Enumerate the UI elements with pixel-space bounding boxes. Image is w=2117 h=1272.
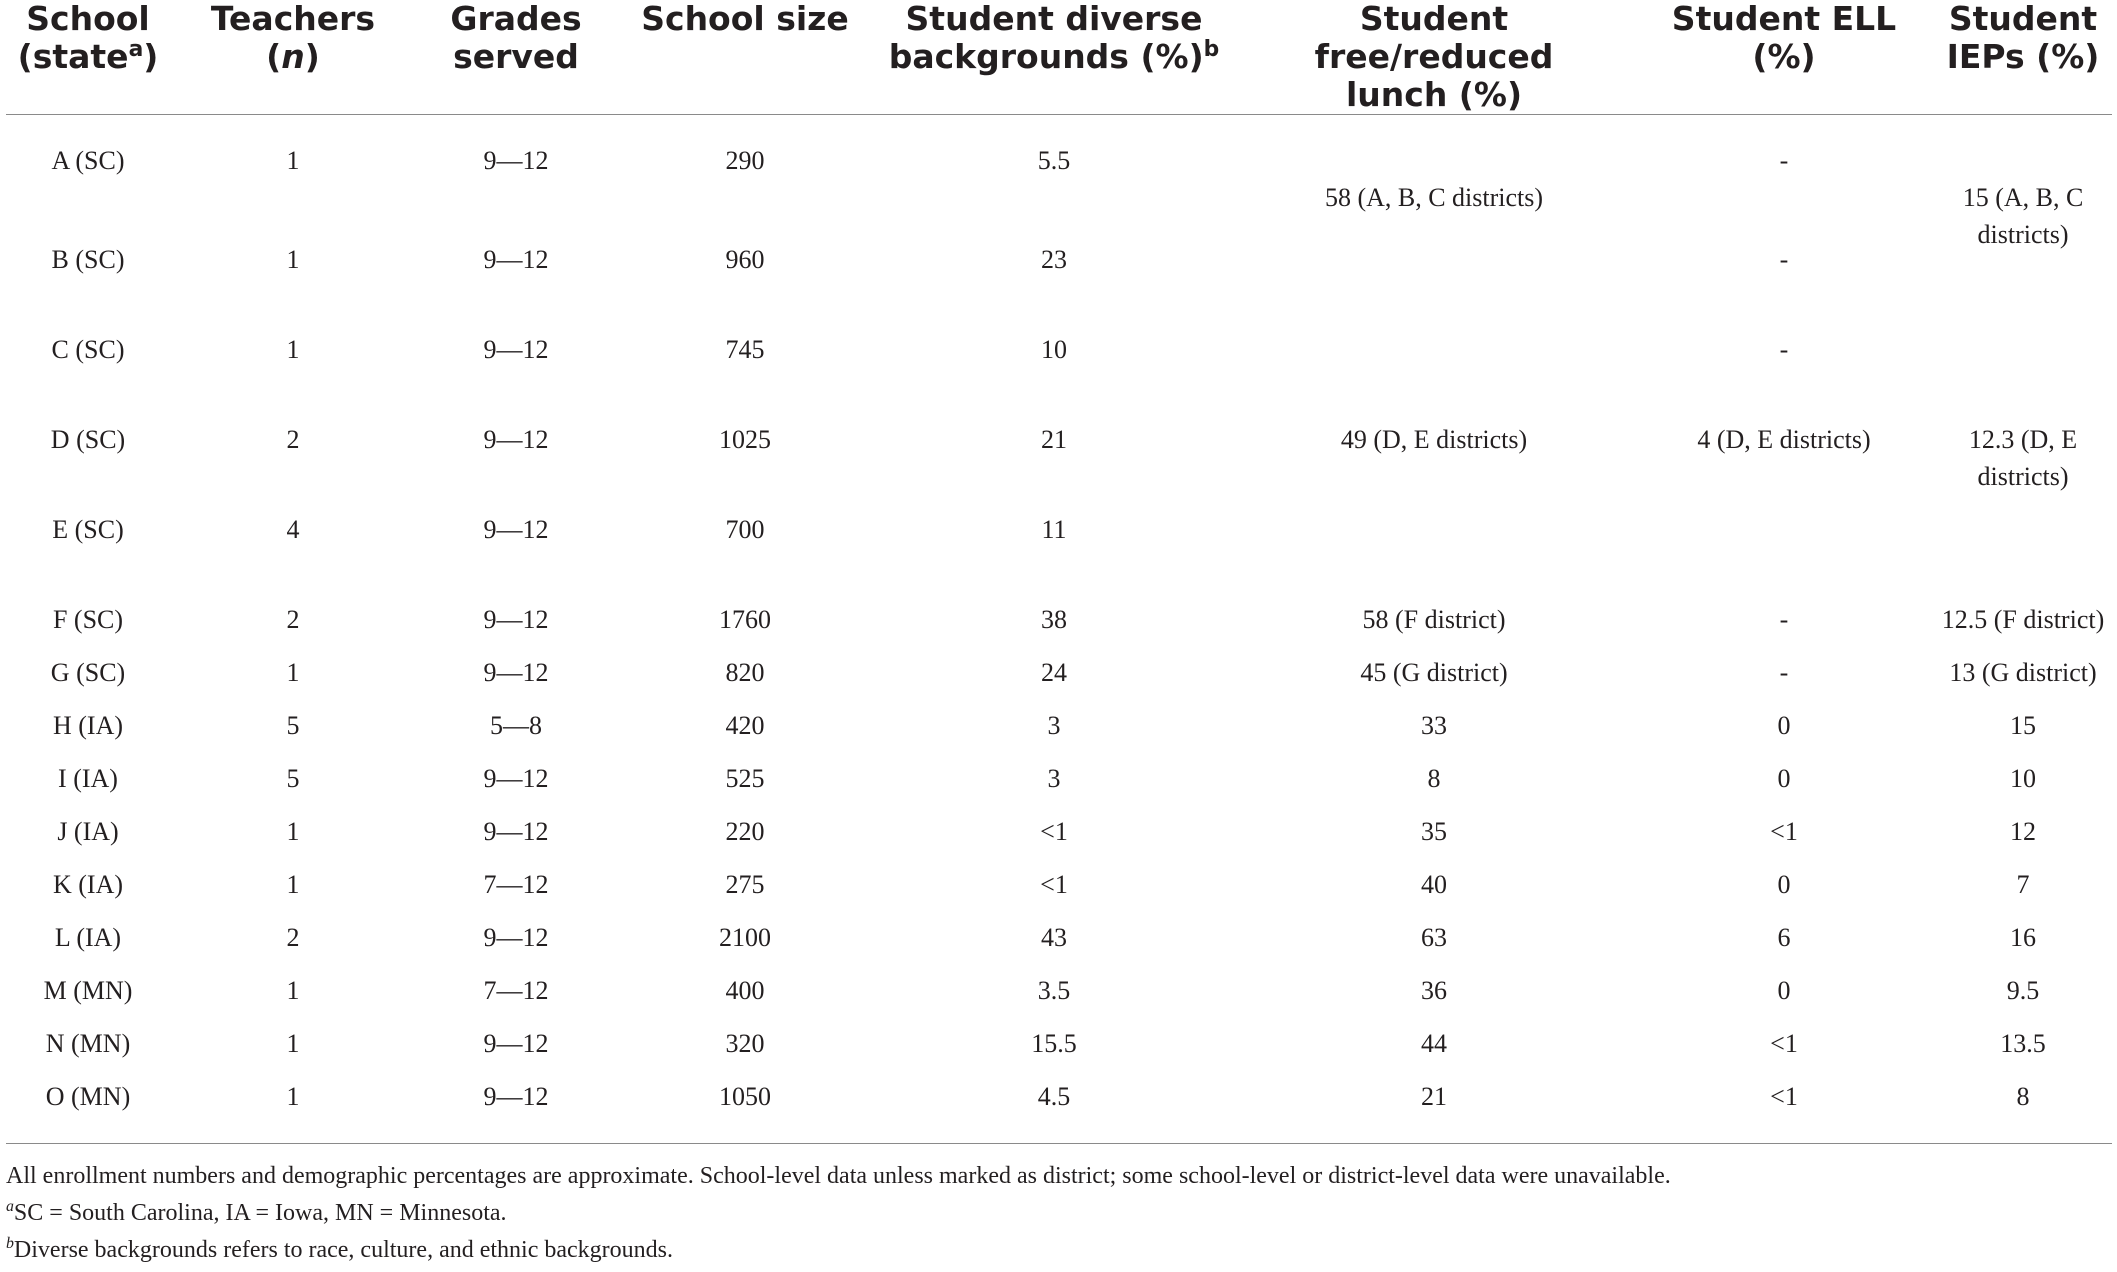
footnote-a — [6, 1195, 2112, 1232]
cell-ieps: 15 — [2010, 710, 2036, 740]
cell-size: 275 — [725, 869, 765, 899]
cell-teachers: 4 — [286, 514, 300, 544]
cell-teachers: 1 — [286, 146, 300, 175]
cell-diverse: 3.5 — [1037, 975, 1071, 1005]
cell-teachers: 1 — [286, 816, 300, 846]
cell-school: O (MN) — [45, 1081, 131, 1111]
cell-diverse: 21 — [1041, 424, 1067, 454]
footnote-a-text: SC = South Carolina, IA = Iowa, MN = Minnesota. — [13, 1200, 507, 1226]
cell-lunch: 36 — [1421, 975, 1447, 1005]
cell-ell: <1 — [1770, 1081, 1798, 1111]
table-row — [6, 707, 2112, 760]
cell-ell: 4 (D, E districts) — [1697, 424, 1871, 454]
cell-diverse: <1 — [1040, 816, 1068, 846]
cell-grades: 9—12 — [483, 604, 549, 634]
table-row — [6, 331, 2112, 421]
cell-size: 525 — [725, 763, 765, 793]
table-row — [6, 866, 2112, 919]
footnote-b-text: Diverse backgrounds refers to race, culture, and ethnic backgrounds. — [13, 1237, 673, 1263]
cell-school: I (IA) — [58, 763, 118, 793]
cell-grades: 9—12 — [483, 763, 549, 793]
cell-school: L (IA) — [54, 922, 122, 952]
cell-size: 1760 — [719, 604, 771, 634]
header-school: School (state$^a$) — [17, 0, 159, 76]
cell-school: H (IA) — [52, 710, 124, 740]
cell-ell: 0 — [1777, 710, 1791, 740]
cell-lunch: 63 — [1421, 922, 1447, 952]
cell-ieps: 13 (G district) — [1949, 657, 2097, 687]
cell-ieps: 10 — [2010, 763, 2036, 793]
cell-lunch: 40 — [1421, 869, 1447, 899]
cell-size: 1025 — [719, 424, 771, 454]
header-diverse: Student diverse backgrounds (%)$^b$ — [888, 0, 1220, 76]
cell-size: 960 — [725, 244, 765, 274]
cell-ell: - — [1779, 244, 1789, 274]
table-container — [6, 0, 2112, 1131]
cell-ieps: 7 — [2016, 869, 2030, 899]
cell-teachers: 1 — [286, 1028, 300, 1058]
cell-diverse: 38 — [1041, 604, 1067, 634]
cell-diverse: 10 — [1041, 334, 1067, 364]
cell-diverse: 43 — [1041, 922, 1067, 952]
cell-teachers: 5 — [286, 710, 300, 740]
header-row — [6, 0, 2112, 115]
cell-grades: 9—12 — [483, 657, 549, 687]
cell-size: 320 — [725, 1028, 765, 1058]
cell-ell: 6 — [1777, 922, 1791, 952]
table-footnotes — [6, 1143, 2112, 1269]
cell-grades: 9—12 — [483, 424, 549, 454]
cell-ieps: 8 — [2016, 1081, 2030, 1111]
cell-teachers: 1 — [286, 1081, 300, 1111]
cell-grades: 9—12 — [483, 334, 549, 364]
cell-school: A (SC) — [51, 146, 125, 175]
cell-lunch: 45 (G district) — [1360, 657, 1508, 687]
cell-teachers: 1 — [286, 869, 300, 899]
footnote-general: All enrollment numbers and demographic percentages are approximate. School-level data unless marked as district; some school-level or district-level data were unavailable. — [6, 1163, 1671, 1189]
cell-size: 820 — [725, 657, 765, 687]
cell-grades: 9—12 — [483, 1081, 549, 1111]
cell-ell: 0 — [1777, 763, 1791, 793]
table-row — [6, 813, 2112, 866]
cell-size: 700 — [725, 514, 765, 544]
cell-ell: 0 — [1777, 869, 1791, 899]
table-row — [6, 241, 2112, 331]
cell-ell: - — [1779, 334, 1789, 364]
cell-ieps: 12.5 (F district) — [1941, 604, 2105, 634]
cell-lunch: 49 (D, E districts) — [1340, 424, 1528, 454]
cell-school: B (SC) — [51, 244, 125, 274]
table-row — [6, 654, 2112, 707]
cell-size: 420 — [725, 710, 765, 740]
table-row — [6, 919, 2112, 972]
table-row — [6, 1078, 2112, 1131]
footnote-b — [6, 1232, 2112, 1269]
cell-ell: - — [1779, 604, 1789, 634]
cell-lunch: 44 — [1421, 1028, 1447, 1058]
cell-grades: 9—12 — [483, 146, 549, 175]
cell-grades: 7—12 — [483, 975, 549, 1005]
header-ieps: Student IEPs (%) — [1946, 0, 2100, 76]
cell-teachers: 2 — [286, 604, 300, 634]
cell-diverse: 3 — [1047, 710, 1061, 740]
cell-lunch: 33 — [1421, 710, 1447, 740]
header-ell: Student ELL (%) — [1671, 0, 1897, 76]
cell-size: 400 — [725, 975, 765, 1005]
cell-ell: <1 — [1770, 816, 1798, 846]
cell-school: C (SC) — [51, 334, 125, 364]
cell-teachers: 1 — [286, 334, 300, 364]
cell-size: 2100 — [719, 922, 771, 952]
footnote-a-mark: a — [6, 1198, 14, 1215]
cell-grades: 7—12 — [483, 869, 549, 899]
cell-teachers: 1 — [286, 244, 300, 274]
cell-ieps: 9.5 — [2006, 975, 2040, 1005]
cell-diverse: 3 — [1047, 763, 1061, 793]
cell-grades: 9—12 — [483, 244, 549, 274]
table-row — [6, 115, 2112, 241]
header-lunch: Student free/reduced lunch (%) — [1314, 0, 1554, 114]
cell-diverse: 15.5 — [1031, 1028, 1077, 1058]
cell-lunch: 58 (F district) — [1362, 604, 1506, 634]
cell-lunch: 35 — [1421, 816, 1447, 846]
cell-diverse: <1 — [1040, 869, 1068, 899]
cell-diverse: 4.5 — [1037, 1081, 1071, 1111]
header-grades: Grades served — [450, 0, 582, 76]
cell-diverse: 11 — [1041, 514, 1067, 544]
cell-school: E (SC) — [52, 514, 124, 544]
cell-school: D (SC) — [50, 424, 126, 454]
table-row — [6, 760, 2112, 813]
cell-ieps: 12 — [2010, 816, 2036, 846]
cell-school: G (SC) — [50, 657, 126, 687]
cell-grades: 9—12 — [483, 1028, 549, 1058]
cell-size: 290 — [725, 146, 765, 175]
table-row — [6, 421, 2112, 511]
cell-teachers: 2 — [286, 424, 300, 454]
cell-school: F (SC) — [52, 604, 124, 634]
cell-school: M (MN) — [43, 975, 133, 1005]
cell-teachers: 1 — [286, 975, 300, 1005]
cell-lunch: 58 (A, B, C districts) — [1324, 183, 1544, 212]
cell-teachers: 2 — [286, 922, 300, 952]
cell-grades: 5—8 — [490, 710, 542, 740]
cell-size: 220 — [725, 816, 765, 846]
table-row — [6, 601, 2112, 654]
cell-size: 745 — [725, 334, 765, 364]
cell-ieps: 13.5 — [2000, 1028, 2046, 1058]
cell-school: J (IA) — [57, 816, 119, 846]
cell-ell: 0 — [1777, 975, 1791, 1005]
cell-ell: <1 — [1770, 1028, 1798, 1058]
cell-ieps: 15 (A, B, C districts) — [1962, 183, 2084, 249]
cell-diverse: 24 — [1041, 657, 1067, 687]
header-school-size: School size — [641, 0, 849, 38]
cell-ell: - — [1779, 146, 1789, 175]
table-row — [6, 972, 2112, 1025]
cell-school: K (IA) — [52, 869, 124, 899]
cell-diverse: 5.5 — [1037, 146, 1071, 175]
header-teachers: Teachers (n) — [210, 0, 376, 76]
cell-grades: 9—12 — [483, 922, 549, 952]
cell-ell: - — [1779, 657, 1789, 687]
cell-teachers: 5 — [286, 763, 300, 793]
cell-diverse: 23 — [1041, 244, 1067, 274]
cell-lunch: 8 — [1427, 763, 1441, 793]
cell-grades: 9—12 — [483, 514, 549, 544]
cell-ieps: 16 — [2010, 922, 2036, 952]
school-demographics-table — [6, 0, 2112, 1131]
cell-size: 1050 — [719, 1081, 771, 1111]
footnote-b-mark: b — [6, 1235, 14, 1252]
cell-lunch: 21 — [1421, 1081, 1447, 1111]
cell-teachers: 1 — [286, 657, 300, 687]
table-row — [6, 1025, 2112, 1078]
cell-ieps: 12.3 (D, E districts) — [1968, 424, 2078, 491]
cell-school: N (MN) — [45, 1028, 131, 1058]
cell-grades: 9—12 — [483, 816, 549, 846]
